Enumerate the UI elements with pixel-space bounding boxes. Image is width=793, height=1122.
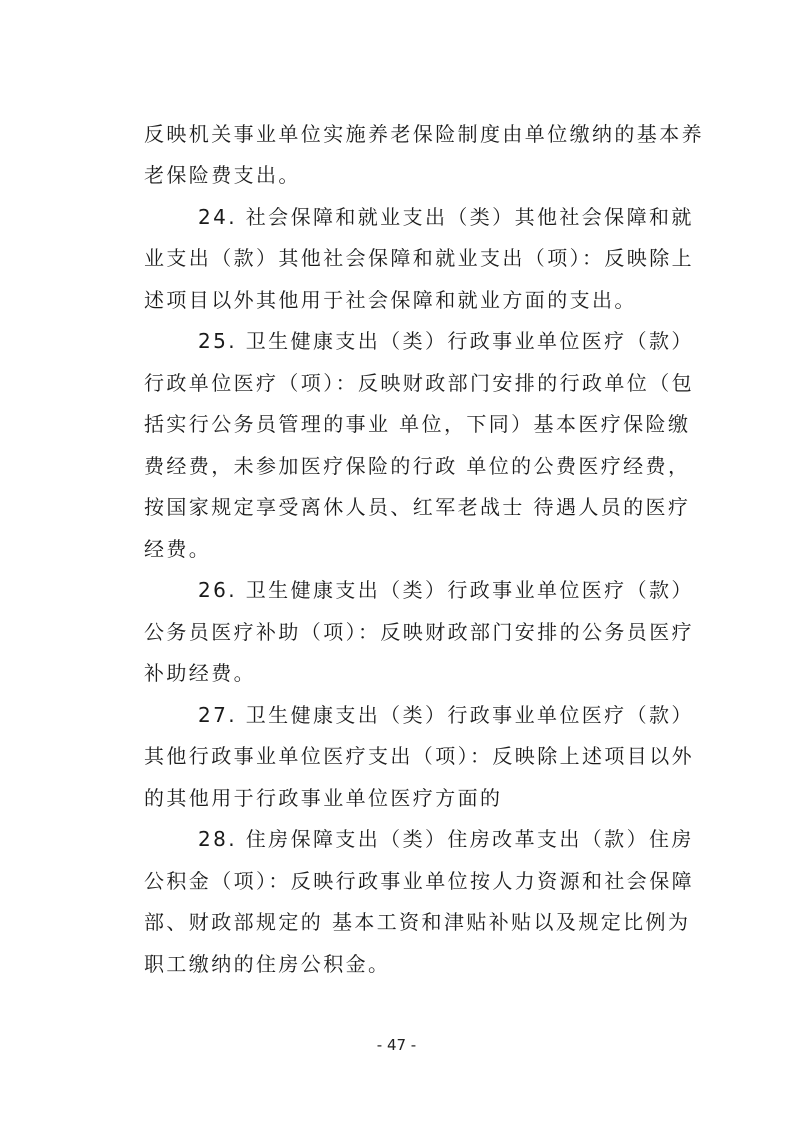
text-line: 经费。 xyxy=(144,537,212,561)
text-line: 职工缴纳的住房公积金。 xyxy=(144,952,391,976)
text-line: 公务员医疗补助（项）：反映财政部门安排的公务员医疗 xyxy=(144,620,694,644)
text-line: 26. 卫生健康支出（类）行政事业单位医疗（款） xyxy=(198,578,694,602)
text-line: 行政单位医疗（项）：反映财政部门安排的行政单位（包 xyxy=(144,371,694,395)
page-number: - 47 - xyxy=(376,1036,417,1054)
text-line: 27. 卫生健康支出（类）行政事业单位医疗（款） xyxy=(198,703,694,727)
text-line: 补助经费。 xyxy=(144,661,256,685)
text-line: 其他行政事业单位医疗支出（项）：反映除上述项目以外 xyxy=(144,744,694,768)
text-line: 老保险费支出。 xyxy=(144,163,301,187)
text-line: 反映机关事业单位实施养老保险制度由单位缴纳的基本养 xyxy=(144,122,704,146)
text-line: 费经费，未参加医疗保险的行政 单位的公费医疗经费， xyxy=(144,454,691,478)
text-line: 24. 社会保障和就业支出（类）其他社会保障和就 xyxy=(198,205,694,229)
text-line: 25. 卫生健康支出（类）行政事业单位医疗（款） xyxy=(198,329,694,353)
text-line: 按国家规定享受离休人员、红军老战士 待遇人员的医疗 xyxy=(144,495,691,519)
text-line: 述项目以外其他用于社会保障和就业方面的支出。 xyxy=(144,288,637,312)
text-line: 公积金（项）：反映行政事业单位按人力资源和社会保障 xyxy=(144,869,694,893)
text-line: 的其他用于行政事业单位医疗方面的 xyxy=(144,786,503,810)
text-line: 括实行公务员管理的事业 单位，下同）基本医疗保险缴 xyxy=(144,412,691,436)
text-line: 部、财政部规定的 基本工资和津贴补贴以及规定比例为 xyxy=(144,910,691,934)
text-line: 28. 住房保障支出（类）住房改革支出（款）住房 xyxy=(198,827,694,851)
text-line: 业支出（款）其他社会保障和就业支出（项）：反映除上 xyxy=(144,246,694,270)
